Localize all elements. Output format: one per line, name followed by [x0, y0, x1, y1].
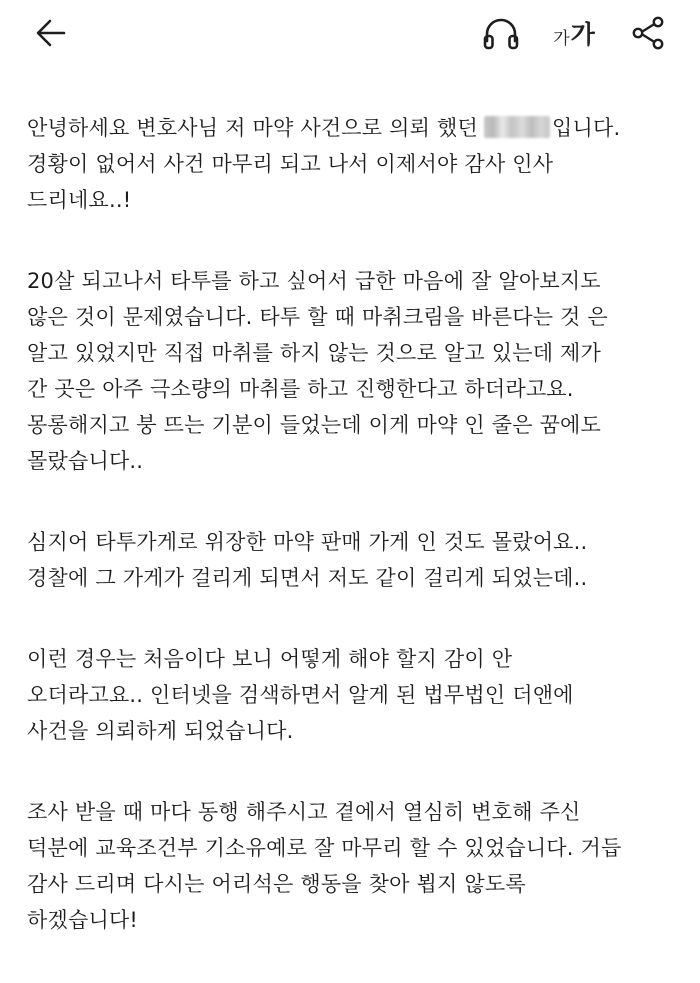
paragraph-greeting	[27, 110, 687, 218]
listen-audio-button[interactable]	[476, 8, 526, 58]
headphones-icon	[481, 15, 521, 51]
text-line: 심지어 타투가게로 위장한 마약 판매 가게 인 것도 몰랐어요..	[27, 530, 588, 554]
text-line: 하겠습니다!	[27, 908, 139, 932]
text-line: 덕분에 교육조건부 기소유예로 잘 마무리 할 수 있었습니다. 거듭	[27, 836, 622, 860]
text-line: 경황이 없어서 사건 마무리 되고 나서 이제서야 감사 인사	[27, 152, 554, 176]
font-size-large-label: 가	[570, 20, 595, 49]
paragraph-arrest	[27, 524, 687, 596]
article-body	[27, 110, 687, 983]
paragraph-background	[27, 263, 687, 479]
paragraph-finding-lawyer	[27, 641, 687, 749]
top-toolbar	[0, 0, 700, 68]
text-line: 않은 것이 문제였습니다. 타투 할 때 마취크림을 바른다는 것 은	[27, 305, 608, 329]
paragraph-thanks	[27, 794, 687, 938]
font-size-small-label: 가	[553, 28, 570, 49]
text-line: 드리네요..!	[27, 188, 132, 212]
greeting-text: 안녕하세요 변호사님 저 마약 사건으로 의뢰 했던	[27, 116, 478, 140]
text-line: 감사 드리며 다시는 어리석은 행동을 찾아 뵙지 않도록	[27, 872, 526, 896]
text-line: 이런 경우는 처음이다 보니 어떻게 해야 할지 감이 안	[27, 647, 513, 671]
greeting-suffix: 입니다.	[551, 116, 621, 140]
text-line: 조사 받을 때 마다 동행 해주시고 곁에서 열심히 변호해 주신	[27, 800, 581, 824]
text-line: 20살 되고나서 타투를 하고 싶어서 급한 마음에 잘 알아보지도	[27, 269, 601, 293]
text-line: 사건을 의뢰하게 되었습니다.	[27, 719, 294, 743]
arrow-left-icon	[34, 16, 68, 50]
text-line: 알고 있었지만 직접 마취를 하지 않는 것으로 알고 있는데 제가	[27, 341, 602, 365]
text-line: 간 곳은 아주 극소량의 마취를 하고 진행한다고 하더라고요.	[27, 377, 574, 401]
font-size-button[interactable]	[546, 8, 602, 58]
text-line: 몽롱해지고 붕 뜨는 기분이 들었는데 이게 마약 인 줄은 꿈에도	[27, 413, 602, 437]
back-button[interactable]	[26, 8, 76, 58]
text-line: 경찰에 그 가게가 걸리게 되면서 저도 같이 걸리게 되었는데..	[27, 566, 588, 590]
text-line: 몰랐습니다..	[27, 449, 144, 473]
text-line	[27, 110, 687, 146]
share-button[interactable]	[622, 8, 674, 58]
blurred-client-name	[484, 116, 550, 138]
text-line: 오더라고요.. 인터넷을 검색하면서 알게 된 법무법인 더앤에	[27, 683, 574, 707]
share-icon	[630, 15, 666, 51]
